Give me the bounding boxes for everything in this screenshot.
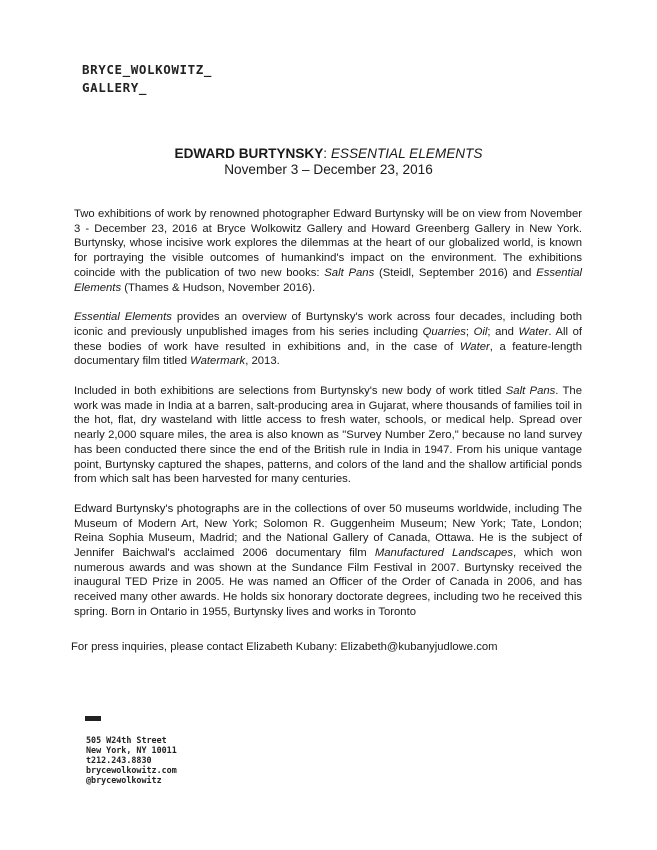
text-run: (Thames & Hudson, November 2016). <box>121 281 316 294</box>
press-contact: For press inquiries, please contact Elizabeth Kubany: Elizabeth@kubanyjudlowe.com <box>71 641 498 653</box>
text-run: , 2013. <box>245 355 280 368</box>
text-run: provides an overview of Burtynsky's work across four decades, including both iconic and previously unpublished images from his series including <box>74 311 582 338</box>
logo-line-1: BRYCE_WOLKOWITZ_ <box>82 62 213 77</box>
text-run: . All of these bodies of work have resulted in exhibitions and, in the case of <box>74 325 582 353</box>
text-run: . The work was made in India at a barren, salt-producing area in Gujarat, where thousands of families toil in the hot, flat, dry wasteland with little access to fresh water, schools, or medical help. Spread over nearly 2,000 square miles, the area is also known as "Survey Number Zero," because no land survey has been conducted there since the end of the British rule in India in 1947. From his unique vantage point, Burtynsky captured the shapes, patterns, and colors of the land and the shallow artificial ponds from which salt has been harvested for many centuries. <box>74 385 583 486</box>
logo-line-2: GALLERY_ <box>82 80 148 95</box>
body-paragraph <box>74 310 582 369</box>
italic-title: Salt Pans <box>324 266 375 279</box>
italic-title: Essential Elements <box>74 311 172 324</box>
italic-title: Oil <box>473 325 488 338</box>
italic-title: Watermark <box>190 355 246 368</box>
gallery-address <box>86 735 177 785</box>
italic-title: Quarries <box>422 325 466 338</box>
press-release-header <box>0 146 657 178</box>
text-run: ; and <box>487 325 519 338</box>
body-paragraph <box>74 207 582 295</box>
italic-title: Water <box>518 325 549 338</box>
text-run: , which won numerous awards and was shown at the Sundance Film Festival in 2007. Burtynsky received the inaugural TED Prize in 2005. He was named an Officer of the Order of Canada in 2006, and has received many other awards. He holds six honorary doctorate degrees, including two he received this spring. Born in Ontario in 1955, Burtynsky lives and works in Toronto <box>74 547 582 618</box>
exhibition-title: ESSENTIAL ELEMENTS <box>330 146 483 161</box>
text-run: Edward Burtynsky's photographs are in the collections of over 50 museums worldwide, including The Museum of Modern Art, New York; Solomon R. Guggenheim Museum; New York; Tate, London; Reina Sophia Museum, Madrid; and the National Gallery of Canada, Ottawa. He is the subject of Jennifer Baichwal's acclaimed 2006 documentary film <box>74 502 582 560</box>
text-run: Two exhibitions of work by renowned photographer Edward Burtynsky will be on view from November 3 - December 23, 2016 at Bryce Wolkowitz Gallery and Howard Greenberg Gallery in New York. Burtynsky, whose incisive work explores the dilemmas at the heart of our globalized world, is known for portraying the visible outcomes of humankind's impact on the environment. The exhibitions coincide with the publication of two new books: <box>74 208 582 279</box>
footer-divider-bar <box>85 716 101 721</box>
press-release-body <box>74 207 582 635</box>
italic-title: Manufactured Landscapes <box>374 547 513 560</box>
address-line: @brycewolkowitz <box>86 775 162 785</box>
body-paragraph <box>74 384 582 487</box>
address-line: 505 W24th Street <box>86 735 167 745</box>
text-run: , a feature-length documentary film titled <box>74 340 582 368</box>
gallery-logo <box>82 61 212 97</box>
address-line: New York, NY 10011 <box>86 745 177 755</box>
title-line <box>0 146 657 162</box>
text-run: (Steidl, September 2016) and <box>374 266 537 279</box>
text-run: Included in both exhibitions are selections from Burtynsky's new body of work titled <box>74 385 506 398</box>
italic-title: Salt Pans <box>505 385 556 398</box>
body-paragraph <box>74 502 582 620</box>
address-line: brycewolkowitz.com <box>86 765 177 775</box>
artist-name: EDWARD BURTYNSKY <box>174 146 324 161</box>
italic-title: Water <box>459 340 490 353</box>
title-separator: : <box>323 146 331 161</box>
italic-title: Essential Elements <box>74 266 582 294</box>
exhibition-dates: November 3 – December 23, 2016 <box>224 162 433 177</box>
address-line: t212.243.8830 <box>86 755 152 765</box>
text-run: ; <box>465 325 474 338</box>
